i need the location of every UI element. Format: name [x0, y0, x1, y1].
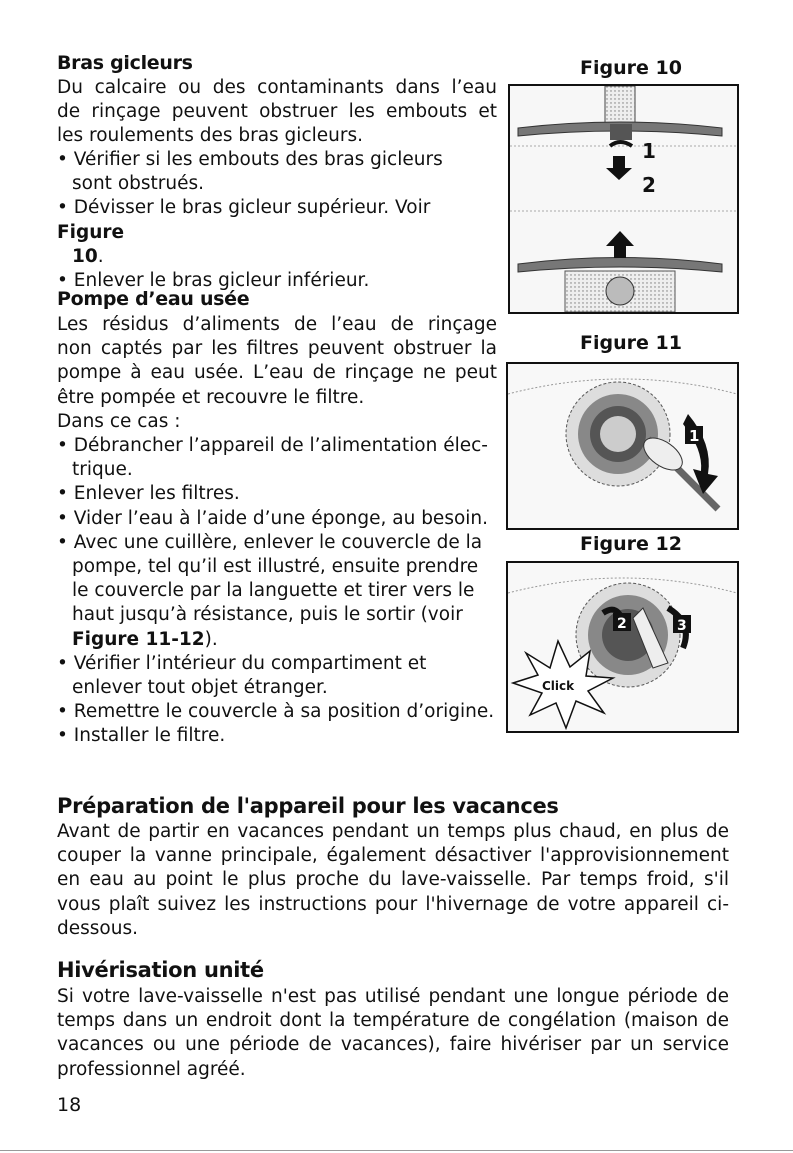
section-title-pompe: Pompe d’eau usée [57, 288, 250, 310]
paragraph-pompe [57, 313, 497, 749]
pump-cover-spoon-diagram [508, 364, 737, 528]
text-line: vous plaît suivez les instructions pour l'hivernage de votre appareil ci- [57, 893, 729, 915]
text-line: être pompée et recouvre le filtre. [57, 386, 365, 408]
footer-rule [0, 1150, 793, 1151]
bullet-item-continued: le couvercle par la languette et tirer vers le [72, 580, 475, 602]
text: ). [204, 628, 218, 650]
paragraph-hiverisation [57, 985, 729, 1082]
figure-10-illustration [508, 84, 739, 314]
section-title-vacances: Préparation de l'appareil pour les vacances [57, 794, 559, 818]
bullet-item-continued: trique. [72, 459, 133, 481]
text: . [97, 245, 104, 267]
bullet-item: • Remettre le couvercle à sa position d’origine. [57, 701, 495, 723]
bullet-item: • Avec une cuillère, enlever le couvercle de la [57, 531, 483, 553]
pump-cover-removal-diagram [508, 563, 737, 731]
text-line: les roulements des bras gicleurs. [57, 125, 363, 147]
text-line: Dans ce cas : [57, 410, 181, 432]
bullet-item [57, 196, 497, 244]
text-line: Du calcaire ou des contaminants dans l’eau [57, 77, 497, 98]
text-line: temps dans un endroit dont la température de congélation (maison de [57, 1010, 729, 1032]
text-line: Avant de partir en vacances pendant un temps plus chaud, en plus de [57, 821, 729, 842]
bullet-item-continued: pompe, tel qu’il est illustré, ensuite prendre [72, 556, 479, 578]
bullet-item-continued [57, 245, 497, 269]
step-3-label: 3 [677, 618, 687, 634]
text-line: pompe à eau usée. L’eau de rinçage ne peut [57, 362, 497, 384]
figure-12-illustration [506, 561, 739, 733]
bullet-item-continued [57, 628, 497, 652]
figure-11-caption: Figure 11 [580, 332, 682, 354]
bullet-item: • Enlever le bras gicleur inférieur. [57, 270, 370, 292]
text: • Dévisser le bras gicleur supérieur. Voir [57, 197, 431, 219]
bullet-item: • Vider l’eau à l’aide d’une éponge, au besoin. [57, 507, 489, 529]
bullet-item: • Enlever les filtres. [57, 483, 240, 505]
figure-reference: Figure 11-12 [72, 628, 205, 650]
figure-10-caption: Figure 10 [580, 57, 682, 79]
figure-12-caption: Figure 12 [580, 533, 682, 555]
text-line: Les résidus d’aliments de l’eau de rinçage [57, 314, 497, 335]
paragraph-vacances [57, 820, 729, 941]
text-line: en eau au point le plus proche du lave-vaisselle. Par temps froid, s'il [57, 869, 729, 891]
paragraph-bras-gicleurs [57, 76, 497, 149]
bullet-item: • Vérifier l’intérieur du compartiment et [57, 652, 427, 674]
figure-reference: Figure [57, 221, 125, 243]
bullet-item: • Débrancher l’appareil de l’alimentation élec- [57, 435, 488, 457]
text-line: professionnel agréé. [57, 1058, 246, 1080]
bullet-item-continued: haut jusqu’à résistance, puis le sortir (voir [72, 604, 463, 626]
spray-arm-diagram [510, 86, 737, 312]
text-line: non captés par les filtres peuvent obstruer la [57, 338, 497, 360]
text-line: vacances ou une période de vacances), faire hivériser par un service [57, 1034, 729, 1056]
step-2-label: 2 [617, 616, 627, 632]
figure-11-illustration [506, 362, 739, 530]
section-title-bras-gicleurs: Bras gicleurs [57, 52, 193, 74]
text-line: dessous. [57, 917, 138, 939]
bullet-item-continued: enlever tout objet étranger. [72, 677, 328, 699]
step-2-label: 2 [642, 173, 656, 197]
bullet-list-bras-gicleurs [57, 148, 497, 293]
bullet-item: • Installer le filtre. [57, 725, 226, 747]
step-1-label: 1 [642, 139, 656, 163]
text-line: de rinçage peuvent obstruer les embouts et [57, 101, 497, 123]
figure-reference: 10 [72, 245, 98, 267]
bullet-item: • Vérifier si les embouts des bras gicleurs [57, 149, 443, 170]
step-1-label: 1 [689, 427, 700, 445]
click-label: Click [542, 679, 575, 693]
page-number: 18 [57, 1094, 82, 1116]
text-line: couper la vanne principale, également désactiver l'approvisionnement [57, 845, 729, 867]
bullet-item-continued: sont obstrués. [72, 173, 205, 195]
section-title-hiverisation: Hivérisation unité [57, 958, 264, 982]
text-line: Si votre lave-vaisselle n'est pas utilisé pendant une longue période de [57, 986, 729, 1007]
